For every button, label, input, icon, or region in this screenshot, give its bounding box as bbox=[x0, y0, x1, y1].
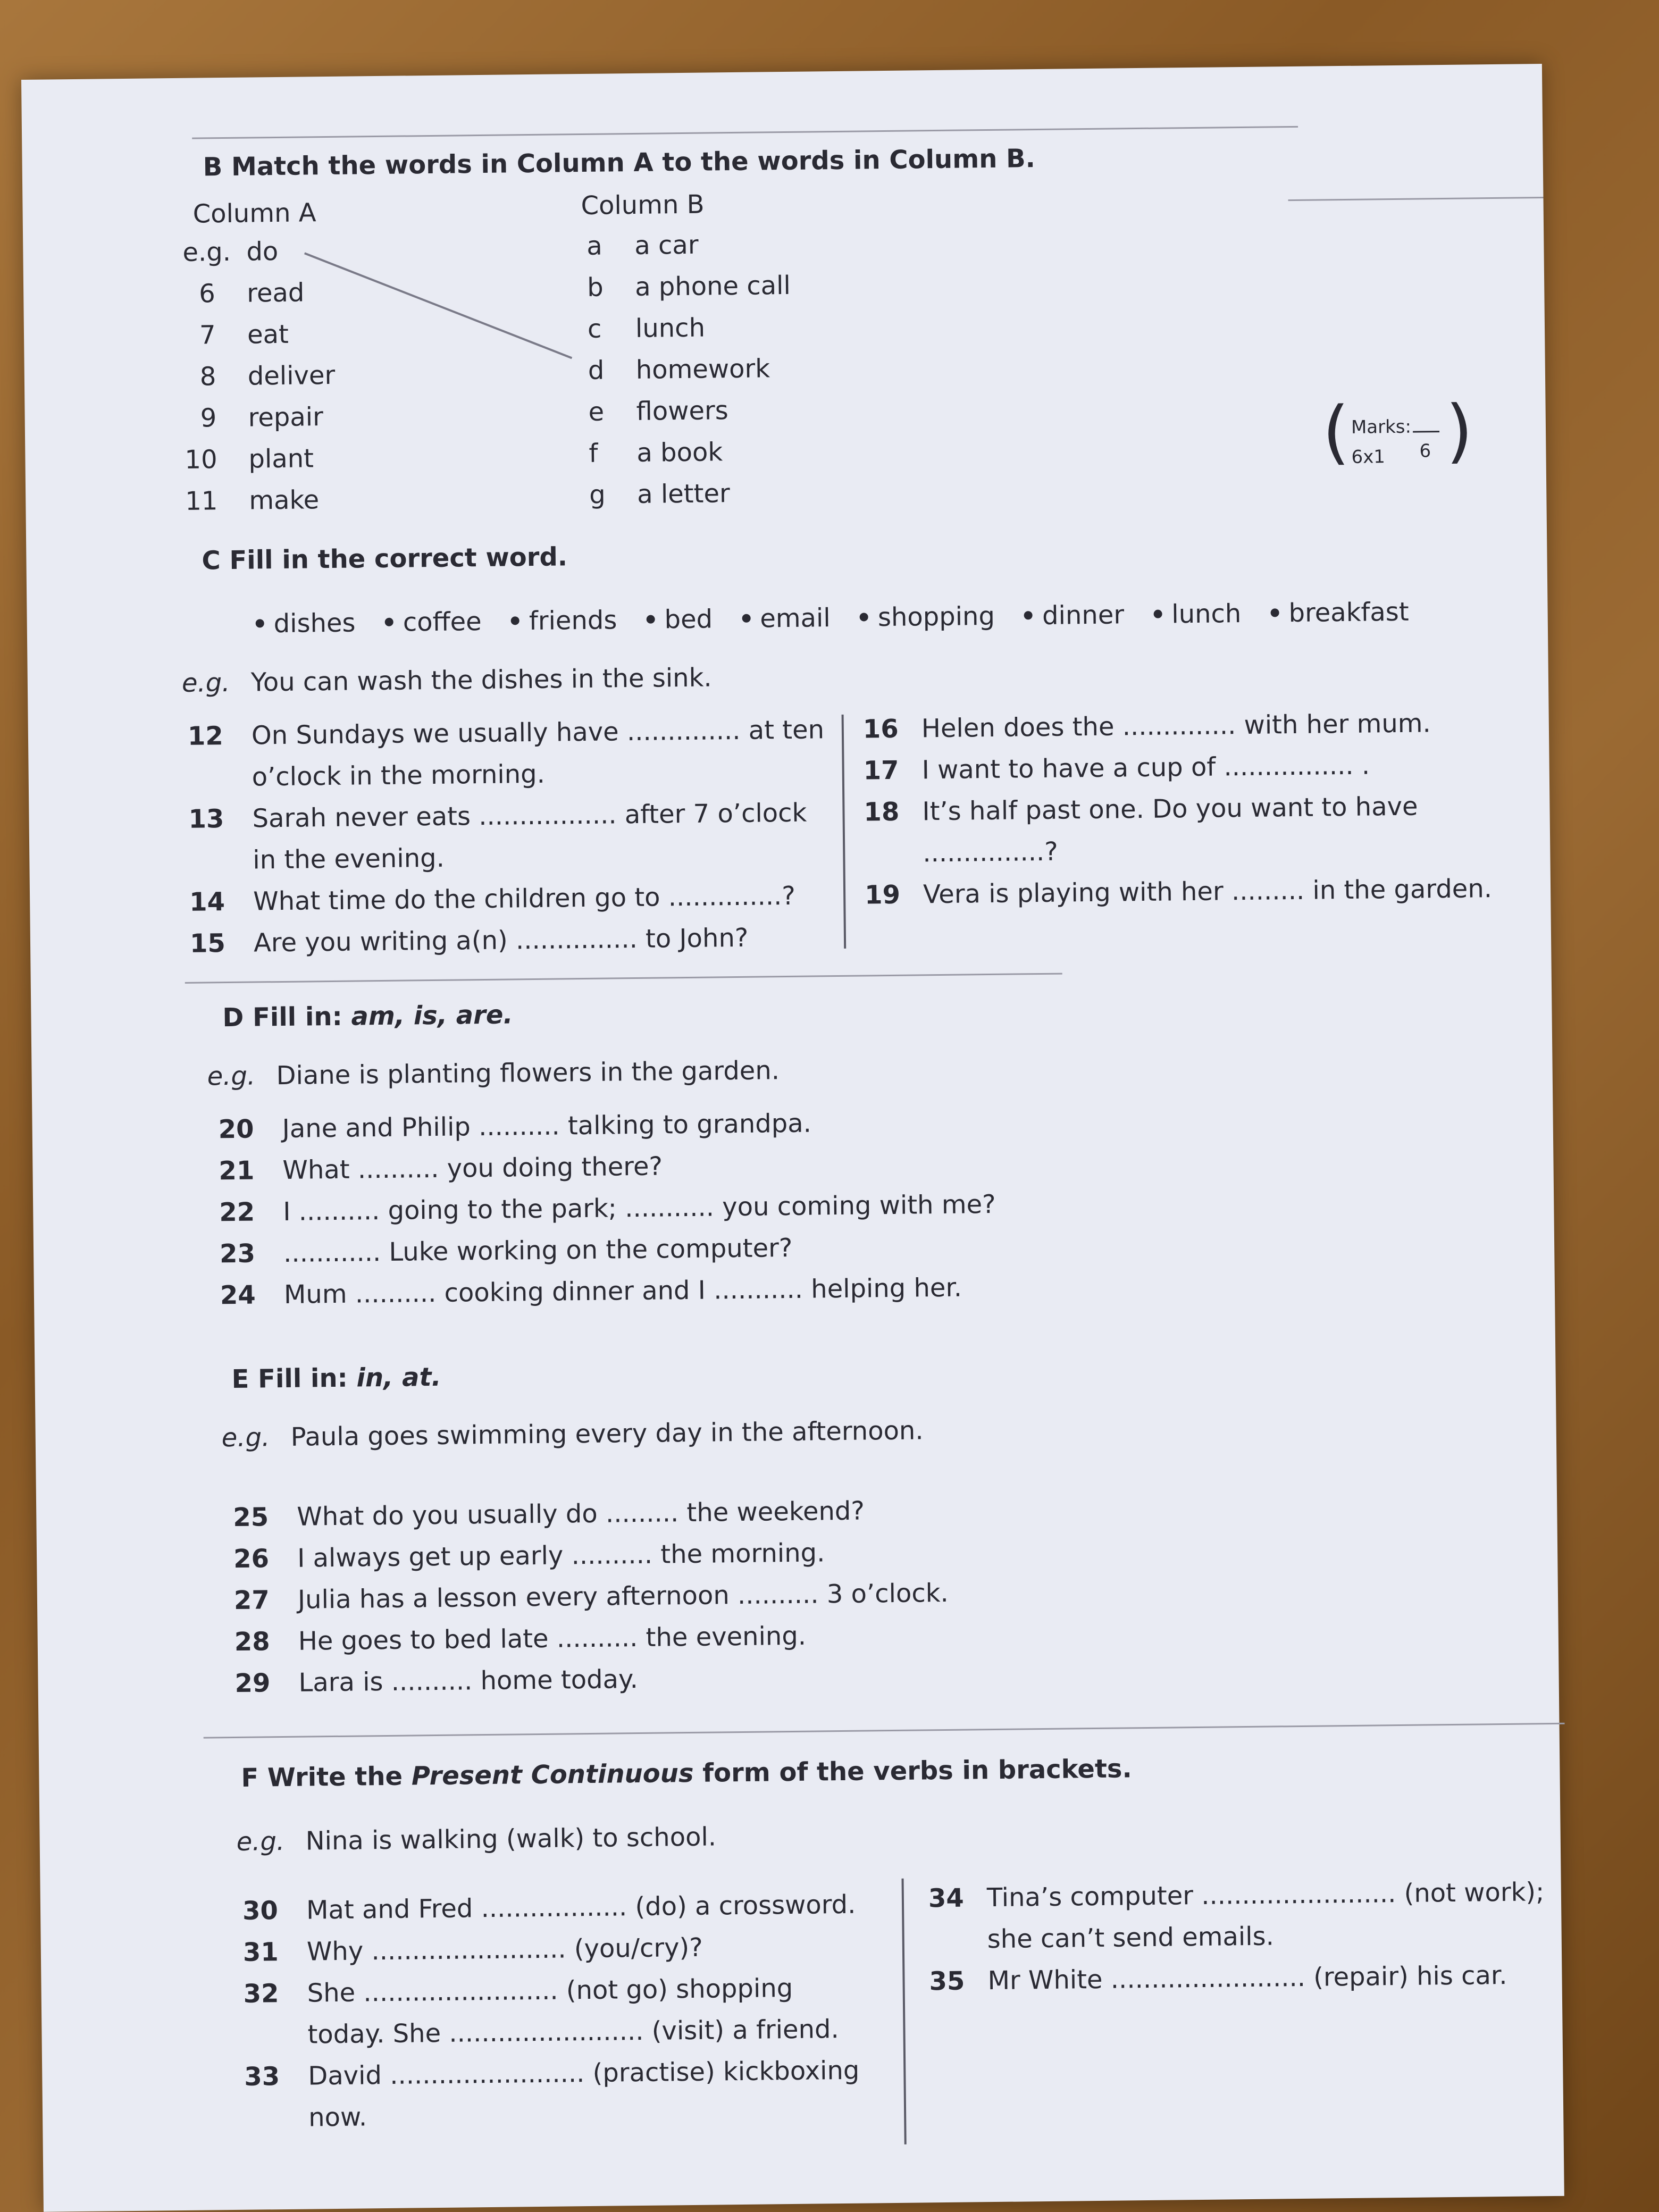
column-b-word: lunch bbox=[635, 313, 706, 343]
section-f-example: Nina is walking (walk) to school. bbox=[305, 1822, 717, 1856]
column-a-word: repair bbox=[248, 402, 324, 433]
word-bank-item: dinner bbox=[1042, 600, 1125, 631]
question-number: 12 bbox=[187, 721, 224, 751]
question-text: On Sundays we usually have .............. at ten bbox=[251, 715, 825, 751]
question-text: I always get up early .......... the morning. bbox=[297, 1538, 825, 1573]
question-number: 20 bbox=[218, 1114, 254, 1145]
question-number: 34 bbox=[928, 1883, 964, 1914]
column-b-letter: a bbox=[586, 231, 603, 261]
section-f-instruction bbox=[241, 1754, 1132, 1793]
column-a-num: e.g. bbox=[182, 237, 231, 267]
bullet-icon bbox=[1024, 611, 1033, 619]
word-bank bbox=[255, 597, 1409, 639]
question-text: now. bbox=[308, 2102, 367, 2133]
question-text: Sarah never eats ................. after 7 o’clock bbox=[252, 798, 807, 834]
question-text: Vera is playing with her ......... in the garden. bbox=[923, 874, 1493, 910]
column-a-num: 9 bbox=[200, 403, 217, 433]
bullet-icon bbox=[511, 616, 520, 625]
question-text: Are you writing a(n) ............... to John? bbox=[253, 923, 749, 958]
column-b-letter: e bbox=[588, 397, 605, 427]
column-a-num: 10 bbox=[185, 445, 217, 475]
marks-calc: 6x1 bbox=[1351, 446, 1386, 468]
word-bank-item: coffee bbox=[403, 606, 482, 638]
instruction-words: in, at. bbox=[356, 1362, 441, 1393]
section-divider bbox=[204, 1723, 1565, 1739]
question-text: Mat and Fred .................. (do) a crossword. bbox=[306, 1889, 856, 1925]
column-b-letter: f bbox=[589, 438, 598, 468]
question-number: 17 bbox=[863, 755, 899, 786]
marks-total: 6 bbox=[1419, 440, 1431, 462]
section-d-instruction bbox=[222, 1000, 513, 1033]
section-divider bbox=[185, 973, 1062, 984]
marks-label: Marks: bbox=[1351, 416, 1412, 438]
question-text: Julia has a lesson every afternoon .......... 3 o’clock. bbox=[297, 1578, 949, 1615]
column-divider bbox=[842, 715, 847, 949]
column-b-word: homework bbox=[635, 354, 770, 385]
bullet-icon bbox=[742, 614, 750, 623]
question-number: 30 bbox=[242, 1896, 279, 1926]
question-text: she can’t send emails. bbox=[987, 1921, 1275, 1955]
question-text: in the evening. bbox=[253, 843, 445, 875]
column-a-word: read bbox=[246, 278, 305, 308]
question-number: 24 bbox=[220, 1280, 256, 1311]
word-bank-item: friends bbox=[529, 605, 617, 636]
question-text: What .......... you doing there? bbox=[282, 1151, 663, 1185]
question-text: It’s half past one. Do you want to have bbox=[922, 791, 1418, 827]
worksheet-paper bbox=[21, 64, 1564, 2212]
question-text: I .......... going to the park; ........... you coming with me? bbox=[283, 1189, 996, 1227]
example-label: e.g. bbox=[207, 1061, 256, 1092]
column-b-word: a letter bbox=[636, 479, 730, 509]
section-c-instruction: C Fill in the correct word. bbox=[202, 542, 568, 576]
column-a-word: deliver bbox=[247, 360, 336, 391]
question-text: Tina’s computer ........................ (not work); bbox=[986, 1877, 1545, 1913]
section-divider bbox=[192, 126, 1298, 139]
question-number: 25 bbox=[233, 1502, 269, 1532]
section-e-example: Paula goes swimming every day in the afternoon. bbox=[290, 1415, 924, 1452]
question-text: Mum .......... cooking dinner and I ........... helping her. bbox=[283, 1272, 962, 1310]
section-divider bbox=[1288, 197, 1543, 201]
question-text: ...............? bbox=[923, 836, 1058, 868]
example-label: e.g. bbox=[236, 1826, 285, 1857]
column-b-word: a car bbox=[634, 230, 699, 261]
question-number: 35 bbox=[929, 1966, 965, 1997]
column-a-header: Column A bbox=[192, 198, 316, 229]
question-text: ............ Luke working on the computer? bbox=[283, 1233, 793, 1268]
question-number: 21 bbox=[219, 1155, 255, 1186]
column-b-word: flowers bbox=[636, 396, 729, 426]
column-a-word: plant bbox=[248, 443, 314, 474]
question-text: Jane and Philip .......... talking to grandpa. bbox=[282, 1108, 812, 1144]
bullet-icon bbox=[385, 618, 393, 626]
column-b-header: Column B bbox=[581, 189, 705, 221]
column-b-word: a book bbox=[636, 437, 723, 468]
question-text: She ........................ (not go) shopping bbox=[307, 1973, 793, 2008]
question-number: 28 bbox=[234, 1627, 270, 1657]
column-b-letter: b bbox=[586, 272, 604, 303]
right-bracket: ) bbox=[1445, 390, 1473, 471]
word-bank-item: dishes bbox=[273, 608, 356, 639]
column-a-num: 6 bbox=[198, 279, 216, 309]
instruction-text: F Write the bbox=[241, 1761, 412, 1793]
question-number: 15 bbox=[189, 928, 226, 959]
question-text: He goes to bed late .......... the evening. bbox=[298, 1621, 807, 1656]
section-b-instruction: B Match the words in Column A to the words in Column B. bbox=[203, 144, 1036, 182]
column-a-word: make bbox=[249, 485, 320, 516]
column-a-word: do bbox=[246, 236, 279, 267]
column-a-word: eat bbox=[247, 319, 289, 350]
marks-fraction-line bbox=[1413, 431, 1439, 433]
instruction-text: form of the verbs in brackets. bbox=[693, 1754, 1132, 1788]
bullet-icon bbox=[1153, 610, 1162, 618]
column-b-letter: g bbox=[589, 480, 606, 510]
question-number: 33 bbox=[244, 2062, 280, 2092]
question-text: today. She ........................ (visit) a friend. bbox=[307, 2014, 839, 2050]
instruction-text: E Fill in: bbox=[231, 1363, 357, 1394]
instruction-text: D Fill in: bbox=[222, 1001, 351, 1033]
word-bank-item: lunch bbox=[1171, 599, 1242, 630]
instruction-tense: Present Continuous bbox=[411, 1758, 694, 1791]
question-number: 32 bbox=[243, 1979, 279, 2009]
question-number: 18 bbox=[864, 797, 900, 827]
question-number: 26 bbox=[233, 1544, 270, 1574]
word-bank-item: shopping bbox=[877, 601, 995, 633]
question-text: What time do the children go to ..............? bbox=[253, 881, 796, 917]
question-text: o’clock in the morning. bbox=[252, 759, 546, 792]
word-bank-item: email bbox=[760, 603, 831, 634]
column-a-num: 8 bbox=[199, 362, 216, 392]
column-b-letter: c bbox=[587, 314, 602, 344]
column-divider bbox=[902, 1879, 907, 2144]
question-number: 22 bbox=[219, 1197, 255, 1228]
instruction-words: am, is, are. bbox=[351, 1000, 513, 1032]
question-text: Lara is .......... home today. bbox=[298, 1664, 639, 1698]
question-text: David ........................ (practise) kickboxing bbox=[308, 2055, 860, 2091]
question-number: 23 bbox=[219, 1238, 256, 1269]
question-number: 16 bbox=[862, 714, 899, 744]
bullet-icon bbox=[1270, 608, 1279, 617]
question-number: 31 bbox=[242, 1937, 279, 1967]
section-c-example: You can wash the dishes in the sink. bbox=[250, 663, 712, 698]
word-bank-item: breakfast bbox=[1288, 597, 1409, 629]
marks-box bbox=[1322, 390, 1473, 476]
column-a-num: 11 bbox=[185, 486, 218, 516]
question-text: Why ........................ (you/cry)? bbox=[306, 1932, 703, 1967]
section-d-example: Diane is planting flowers in the garden. bbox=[276, 1055, 780, 1091]
column-b-word: a phone call bbox=[634, 270, 791, 302]
question-text: Mr White ........................ (repair) his car. bbox=[987, 1960, 1507, 1996]
word-bank-item: bed bbox=[664, 604, 713, 635]
section-e-instruction bbox=[231, 1362, 441, 1394]
question-text: What do you usually do ......... the weekend? bbox=[297, 1496, 865, 1532]
question-number: 14 bbox=[189, 887, 225, 917]
example-label: e.g. bbox=[181, 667, 230, 698]
question-number: 27 bbox=[233, 1585, 270, 1615]
question-text: Helen does the .............. with her mum. bbox=[921, 708, 1431, 744]
bullet-icon bbox=[646, 615, 655, 624]
bullet-icon bbox=[256, 619, 264, 627]
question-number: 29 bbox=[234, 1668, 271, 1698]
question-number: 13 bbox=[188, 804, 224, 834]
left-bracket: ( bbox=[1322, 391, 1350, 473]
question-number: 19 bbox=[864, 879, 901, 910]
column-a-num: 7 bbox=[199, 320, 216, 350]
example-match-line bbox=[304, 252, 572, 359]
example-label: e.g. bbox=[221, 1422, 270, 1453]
question-text: I want to have a cup of ................ . bbox=[921, 750, 1370, 785]
column-b-letter: d bbox=[588, 355, 605, 386]
bullet-icon bbox=[860, 613, 868, 621]
